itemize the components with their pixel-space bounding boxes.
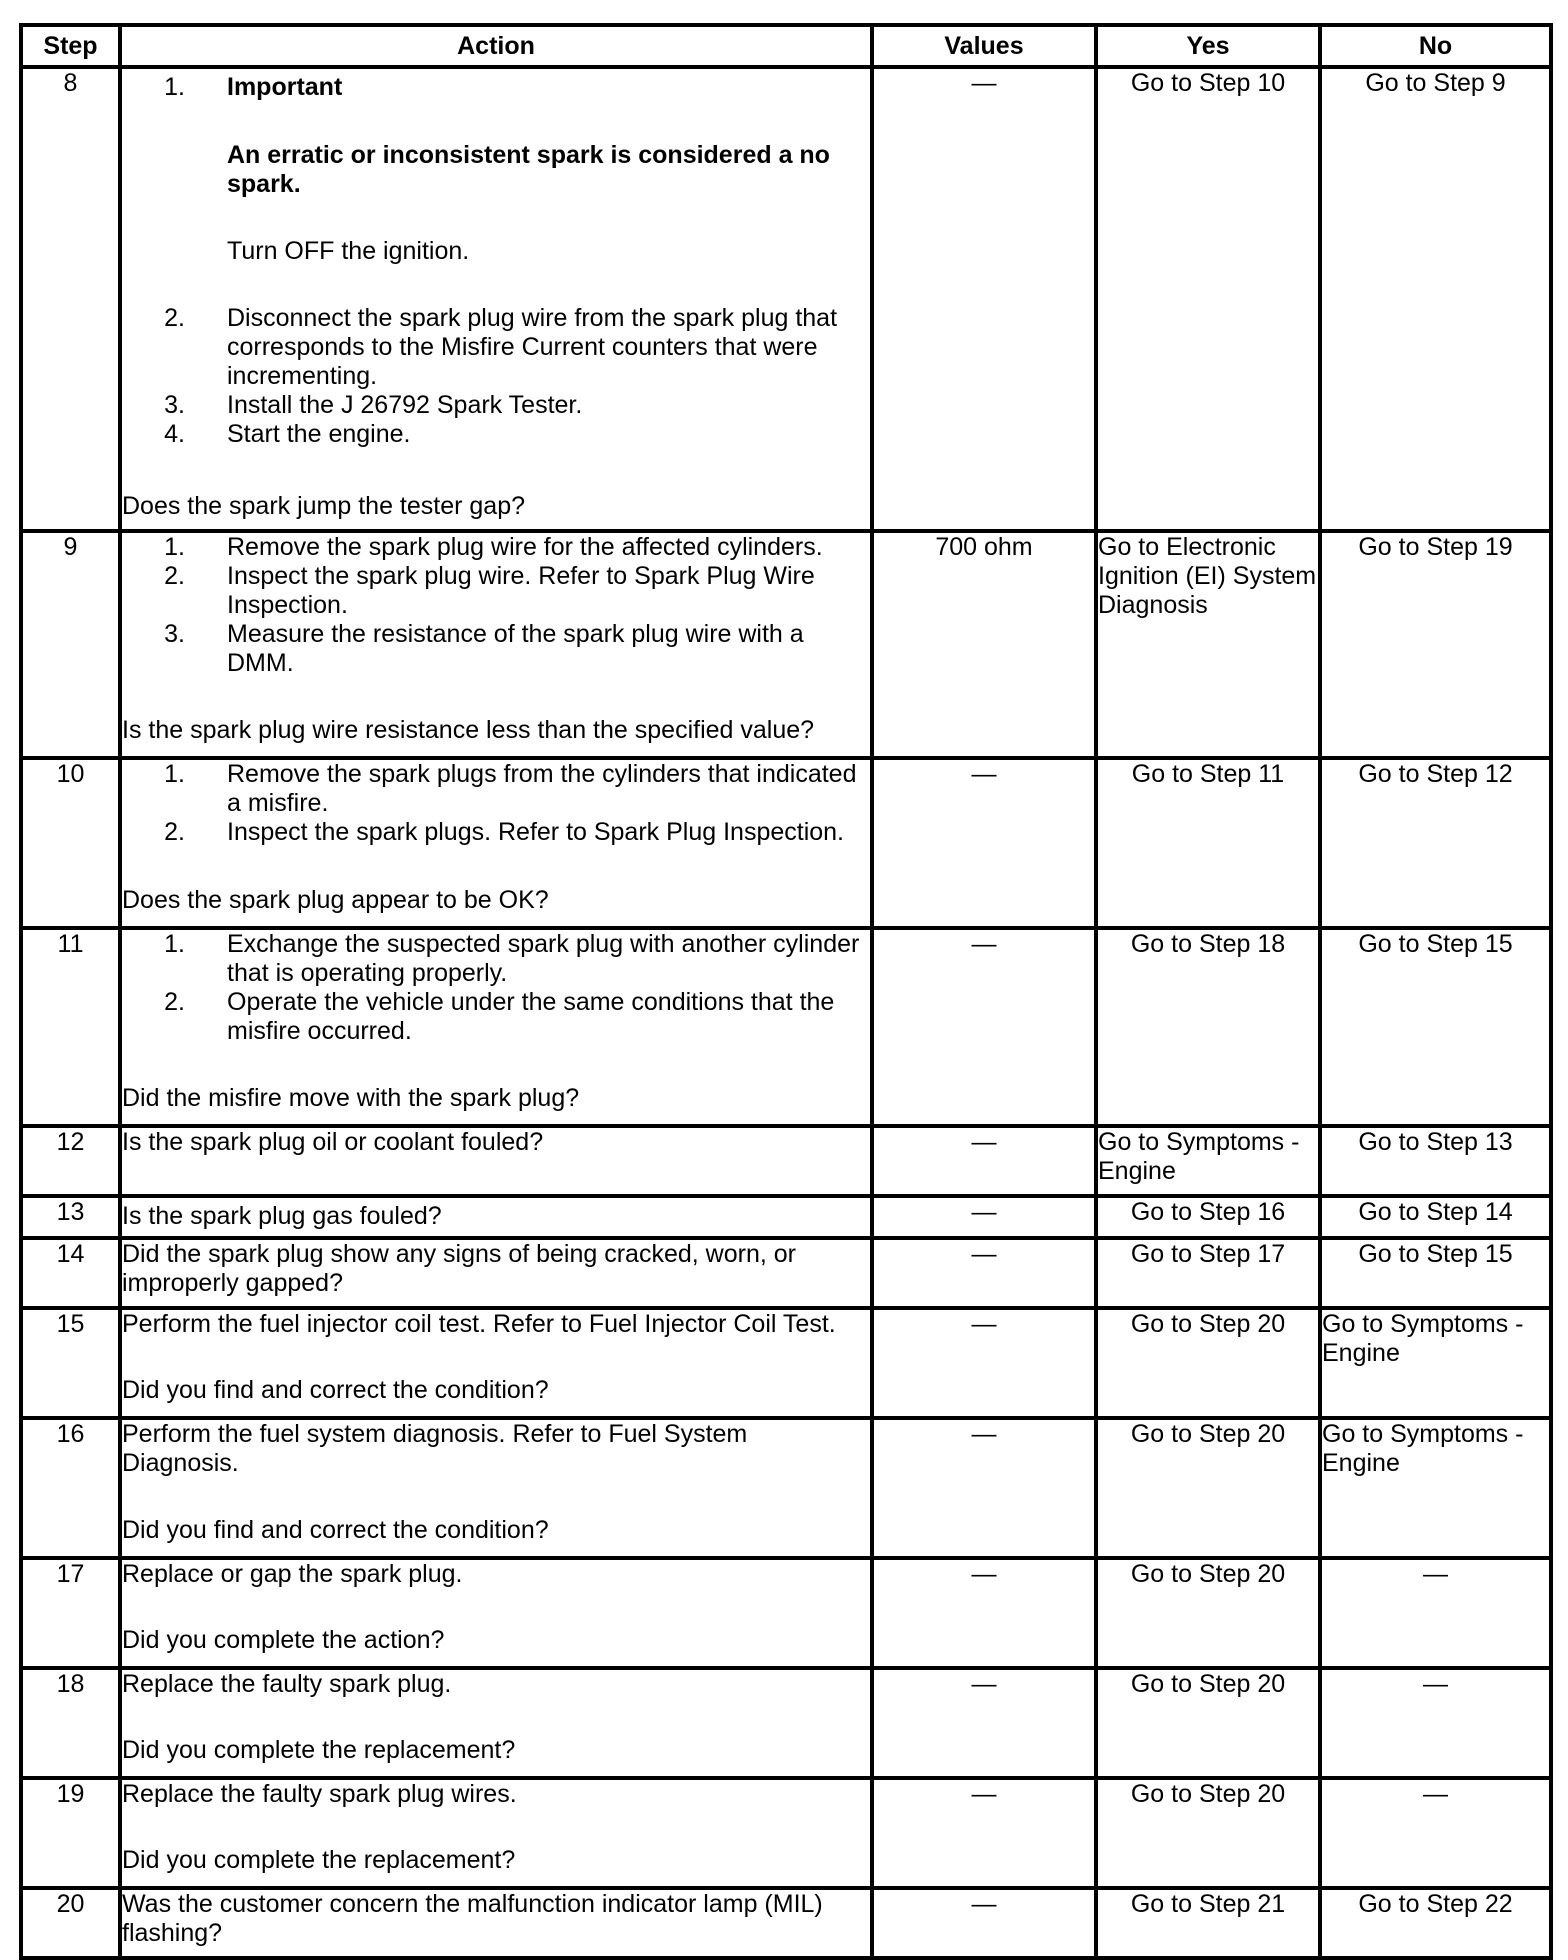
item-number: 2. (164, 304, 185, 332)
list-item (122, 760, 870, 818)
table-row (21, 531, 1551, 758)
yes-cell: Go to Electronic Ignition (EI) System Diagnosis (1096, 531, 1320, 758)
header-row (21, 25, 1551, 67)
yes-cell: Go to Symptoms - Engine (1096, 1126, 1320, 1196)
no-cell: — (1320, 1668, 1551, 1778)
list-item (122, 988, 870, 1046)
table-row (21, 1418, 1551, 1558)
yes-cell: Go to Step 18 (1096, 928, 1320, 1126)
table-row (21, 758, 1551, 928)
step-number: 11 (21, 928, 120, 1126)
no-cell: Go to Step 19 (1320, 531, 1551, 758)
item-number: 1. (164, 930, 185, 958)
table-row (21, 1308, 1551, 1418)
step-number: 18 (21, 1668, 120, 1778)
list-item (122, 930, 870, 988)
action-cell (120, 1778, 872, 1888)
item-text: Inspect the spark plug wire. Refer to Spark Plug Wire Inspection. (227, 562, 815, 619)
item-number: 2. (164, 818, 185, 846)
table-row (21, 1778, 1551, 1888)
no-cell: — (1320, 1778, 1551, 1888)
diagnostic-table (19, 23, 1553, 1960)
values-cell: — (872, 1238, 1096, 1308)
values-cell: — (872, 1778, 1096, 1888)
important-note: An erratic or inconsistent spark is considered a no spark. (227, 141, 830, 198)
values-cell: — (872, 758, 1096, 928)
item-text: Install the J 26792 Spark Tester. (227, 391, 583, 419)
header-values: Values (872, 25, 1096, 67)
item-number: 3. (164, 391, 185, 419)
question-text: Did you find and correct the condition? (122, 1376, 549, 1404)
list-item (122, 420, 870, 449)
table-row (21, 928, 1551, 1126)
values-cell: — (872, 1418, 1096, 1558)
list-item (122, 73, 870, 266)
important-label: Important (227, 73, 343, 101)
action-text: Did the spark plug show any signs of being cracked, worn, or improperly gapped? (120, 1238, 872, 1308)
question-text: Is the spark plug wire resistance less than the specified value? (122, 716, 815, 744)
no-cell: Go to Symptoms - Engine (1320, 1418, 1551, 1558)
action-cell (120, 531, 872, 758)
values-cell: — (872, 1196, 1096, 1238)
question-text: Did the misfire move with the spark plug? (122, 1084, 580, 1112)
question-text: Does the spark jump the tester gap? (122, 492, 526, 520)
item-number: 4. (164, 420, 185, 448)
list-item (122, 562, 870, 620)
step-number: 14 (21, 1238, 120, 1308)
action-cell (120, 1308, 872, 1418)
step-number: 15 (21, 1308, 120, 1418)
question-text: Did you complete the action? (122, 1626, 445, 1654)
list-item (122, 533, 870, 562)
values-cell: — (872, 1668, 1096, 1778)
instruction-text: Turn OFF the ignition. (227, 237, 470, 265)
table-row (21, 1558, 1551, 1668)
values-cell: — (872, 928, 1096, 1126)
table-row (21, 1126, 1551, 1196)
action-text: Is the spark plug gas fouled? (120, 1196, 872, 1238)
action-text: Replace the faulty spark plug wires. (122, 1780, 517, 1808)
list-item (122, 304, 870, 391)
item-text: Remove the spark plug wire for the affected cylinders. (227, 533, 823, 561)
no-cell: Go to Step 13 (1320, 1126, 1551, 1196)
step-number: 16 (21, 1418, 120, 1558)
step-number: 20 (21, 1888, 120, 1958)
header-no: No (1320, 25, 1551, 67)
yes-cell: Go to Step 16 (1096, 1196, 1320, 1238)
step-number: 17 (21, 1558, 120, 1668)
header-step: Step (21, 25, 120, 67)
yes-cell: Go to Step 21 (1096, 1888, 1320, 1958)
question-text: Does the spark plug appear to be OK? (122, 886, 549, 914)
question-text: Did you find and correct the condition? (122, 1516, 549, 1544)
yes-cell: Go to Step 20 (1096, 1558, 1320, 1668)
yes-cell: Go to Step 17 (1096, 1238, 1320, 1308)
yes-cell: Go to Step 20 (1096, 1418, 1320, 1558)
action-cell (120, 67, 872, 531)
step-number: 13 (21, 1196, 120, 1238)
table-row (21, 1196, 1551, 1238)
values-cell: — (872, 1308, 1096, 1418)
item-text: Disconnect the spark plug wire from the spark plug that corresponds to the Misfire Current counters that were incrementing. (227, 304, 838, 390)
item-number: 2. (164, 562, 185, 590)
no-cell: Go to Step 15 (1320, 1238, 1551, 1308)
values-cell: — (872, 1558, 1096, 1668)
item-text: Exchange the suspected spark plug with another cylinder that is operating properly. (227, 930, 860, 987)
step-number: 8 (21, 67, 120, 531)
question-text: Did you complete the replacement? (122, 1736, 516, 1764)
no-cell: — (1320, 1558, 1551, 1668)
table-row (21, 1888, 1551, 1958)
list-item (122, 620, 870, 678)
list-item (122, 391, 870, 420)
no-cell: Go to Symptoms - Engine (1320, 1308, 1551, 1418)
list-item (122, 818, 870, 847)
values-cell: — (872, 67, 1096, 531)
item-text: Measure the resistance of the spark plug wire with a DMM. (227, 620, 804, 677)
item-text: Start the engine. (227, 420, 411, 448)
action-text: Perform the fuel injector coil test. Refer to Fuel Injector Coil Test. (122, 1310, 836, 1338)
action-cell (120, 1558, 872, 1668)
item-number: 2. (164, 988, 185, 1016)
table-row (21, 1238, 1551, 1308)
action-text: Was the customer concern the malfunction indicator lamp (MIL) flashing? (120, 1888, 872, 1958)
item-number: 1. (164, 533, 185, 561)
question-text: Did you complete the replacement? (122, 1846, 516, 1874)
yes-cell: Go to Step 20 (1096, 1668, 1320, 1778)
table-row (21, 1668, 1551, 1778)
item-text: Operate the vehicle under the same conditions that the misfire occurred. (227, 988, 835, 1045)
item-number: 1. (164, 73, 185, 101)
no-cell: Go to Step 9 (1320, 67, 1551, 531)
no-cell: Go to Step 14 (1320, 1196, 1551, 1238)
no-cell: Go to Step 15 (1320, 928, 1551, 1126)
yes-cell: Go to Step 10 (1096, 67, 1320, 531)
no-cell: Go to Step 12 (1320, 758, 1551, 928)
action-cell (120, 1668, 872, 1778)
table-row (21, 67, 1551, 531)
action-text: Is the spark plug oil or coolant fouled? (120, 1126, 872, 1196)
step-number: 10 (21, 758, 120, 928)
item-text: Inspect the spark plugs. Refer to Spark Plug Inspection. (227, 818, 845, 846)
action-cell (120, 928, 872, 1126)
no-cell: Go to Step 22 (1320, 1888, 1551, 1958)
step-number: 12 (21, 1126, 120, 1196)
yes-cell: Go to Step 11 (1096, 758, 1320, 928)
values-cell: 700 ohm (872, 531, 1096, 758)
action-text: Perform the fuel system diagnosis. Refer to Fuel System Diagnosis. (122, 1420, 748, 1477)
header-yes: Yes (1096, 25, 1320, 67)
action-text: Replace or gap the spark plug. (122, 1560, 463, 1588)
action-text: Replace the faulty spark plug. (122, 1670, 452, 1698)
yes-cell: Go to Step 20 (1096, 1308, 1320, 1418)
step-number: 9 (21, 531, 120, 758)
action-cell (120, 758, 872, 928)
item-number: 1. (164, 760, 185, 788)
action-cell (120, 1418, 872, 1558)
step-number: 19 (21, 1778, 120, 1888)
values-cell: — (872, 1126, 1096, 1196)
yes-cell: Go to Step 20 (1096, 1778, 1320, 1888)
item-text: Remove the spark plugs from the cylinders that indicated a misfire. (227, 760, 857, 817)
values-cell: — (872, 1888, 1096, 1958)
header-action: Action (120, 25, 872, 67)
item-number: 3. (164, 620, 185, 648)
